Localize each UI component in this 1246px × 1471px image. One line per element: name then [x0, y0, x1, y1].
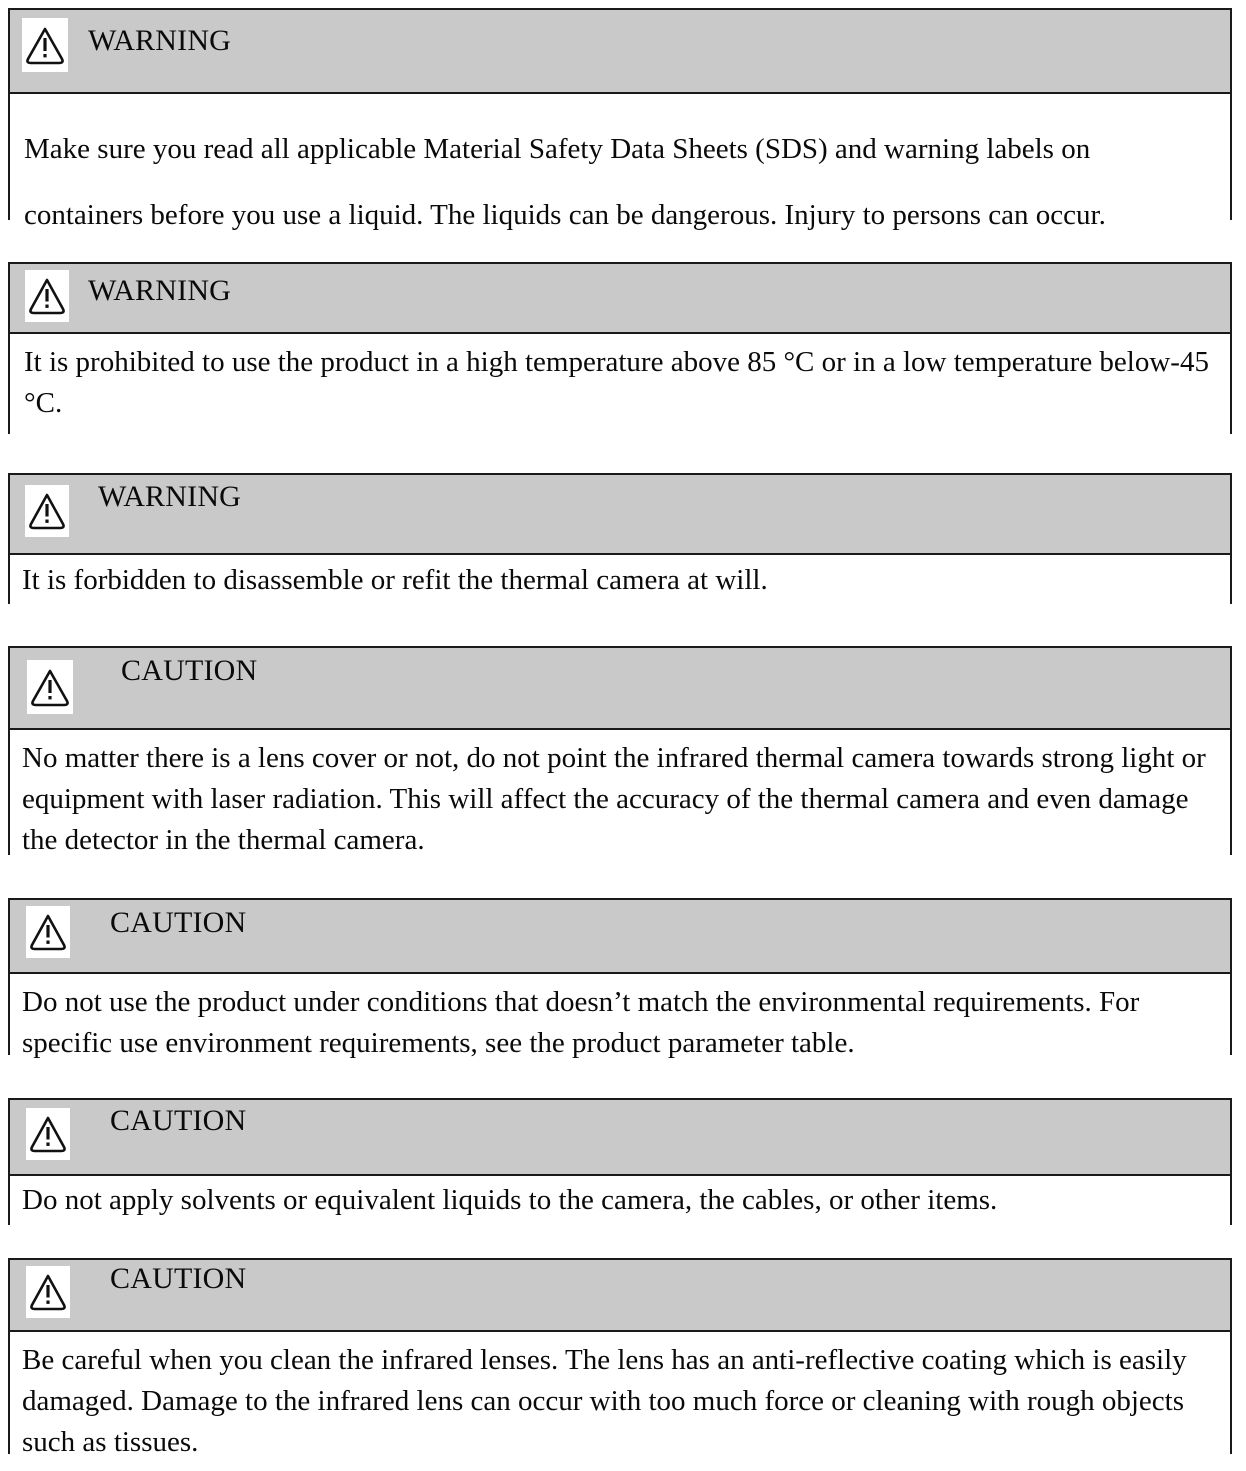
admonition-level-label: CAUTION	[110, 906, 247, 939]
admonition-body	[10, 1176, 1230, 1227]
admonition-body	[10, 1332, 1230, 1471]
warning-triangle-icon	[26, 1266, 70, 1318]
admonition-block-warning-3	[8, 473, 1232, 604]
admonition-body	[10, 94, 1230, 260]
warning-triangle-icon	[25, 485, 69, 537]
admonition-level-label: CAUTION	[121, 654, 258, 687]
admonition-body	[10, 730, 1230, 869]
admonition-block-caution-1	[8, 646, 1232, 855]
admonition-header	[10, 1260, 1230, 1332]
admonition-header	[10, 475, 1230, 555]
admonition-level-label: WARNING	[98, 480, 242, 513]
admonition-level-label: CAUTION	[110, 1104, 247, 1137]
admonition-level-label: CAUTION	[110, 1262, 247, 1295]
admonition-header	[10, 1100, 1230, 1176]
warning-triangle-icon	[27, 660, 73, 714]
admonition-block-caution-2	[8, 898, 1232, 1059]
admonition-body	[10, 974, 1230, 1072]
admonition-level-label: WARNING	[88, 24, 232, 57]
admonition-body	[10, 555, 1230, 607]
admonition-block-warning-2	[8, 262, 1232, 434]
admonition-header	[10, 10, 1230, 94]
admonition-text: Be careful when you clean the infrared lenses. The lens has an anti-reflective coating which is easily damaged. Damage to the infrared lens can occur with too much force or cleaning with rough objects such as tissues.	[22, 1344, 1187, 1458]
admonition-body	[10, 334, 1230, 434]
warning-triangle-icon	[26, 1108, 70, 1160]
admonition-text: Do not use the product under conditions that doesn’t match the environmental requirements. For specific use environment requirements, see the product parameter table.	[22, 986, 1140, 1059]
admonition-block-warning-1	[8, 8, 1232, 231]
admonition-text: Make sure you read all applicable Material Safety Data Sheets (SDS) and warning labels on containers before you use a liquid. The liquids can be dangerous. Injury to persons can occur.	[24, 133, 1106, 231]
admonition-text: It is prohibited to use the product in a high temperature above 85 °C or in a low temperature below-45 °C.	[24, 346, 1209, 419]
warning-triangle-icon	[25, 270, 69, 322]
admonition-text: It is forbidden to disassemble or refit the thermal camera at will.	[22, 564, 768, 596]
admonition-level-label: WARNING	[88, 274, 232, 307]
admonition-text: No matter there is a lens cover or not, do not point the infrared thermal camera towards strong light or equipment with laser radiation. This will affect the accuracy of the thermal camera and even damage the detector in the thermal camera.	[22, 742, 1206, 856]
warning-triangle-icon	[26, 906, 70, 958]
warning-triangle-icon	[22, 18, 68, 72]
admonition-block-caution-4	[8, 1258, 1232, 1458]
admonition-text: Do not apply solvents or equivalent liquids to the camera, the cables, or other items.	[22, 1184, 998, 1216]
admonition-header	[10, 648, 1230, 730]
admonition-header	[10, 264, 1230, 334]
admonition-header	[10, 900, 1230, 974]
admonition-block-caution-3	[8, 1098, 1232, 1225]
